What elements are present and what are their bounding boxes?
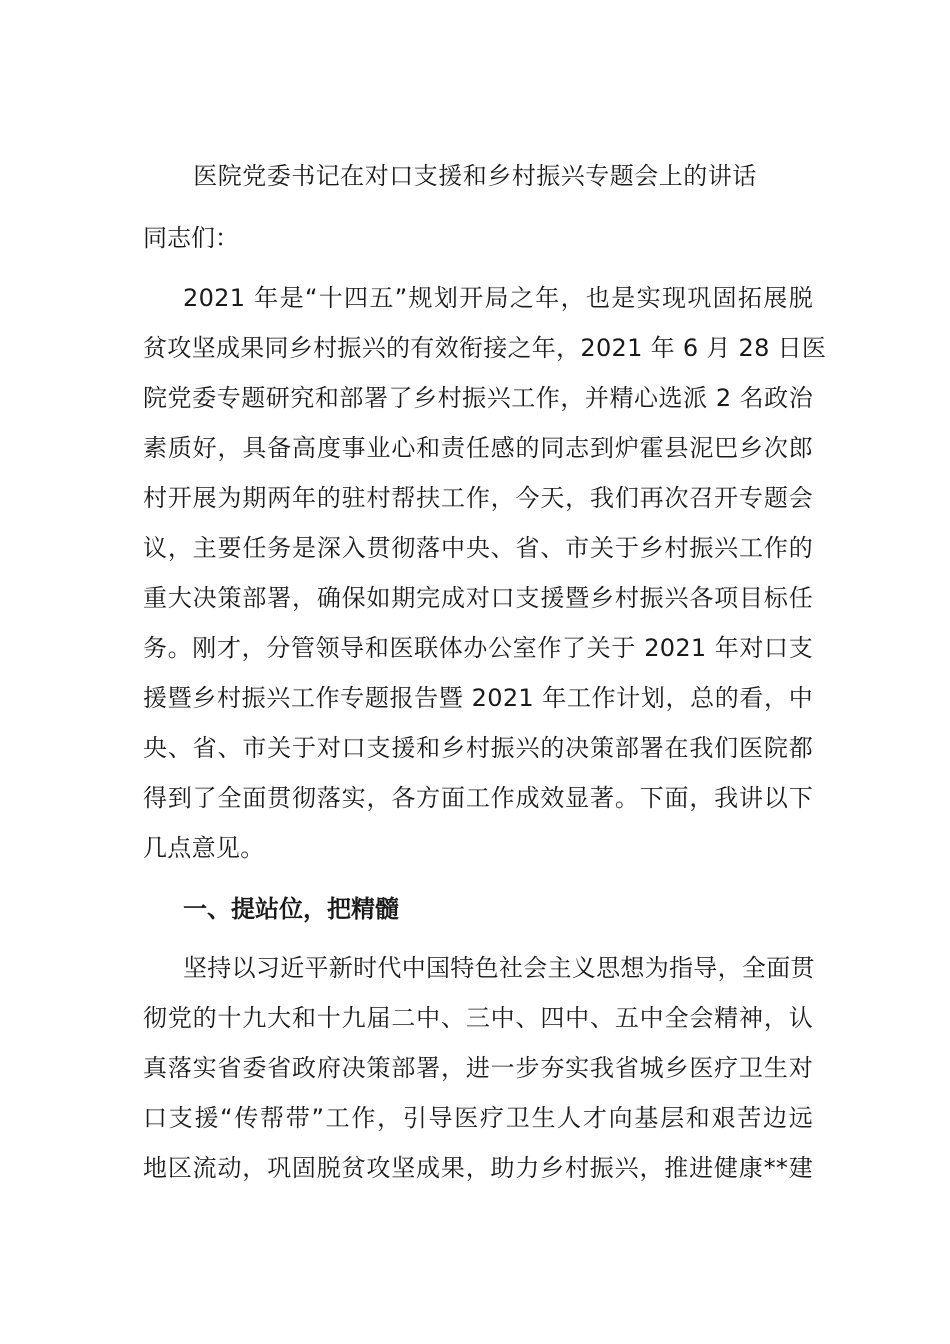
salutation: 同志们： <box>143 224 239 252</box>
paragraph-section1 <box>143 943 813 1193</box>
paragraph-line: 坚持以习近平新时代中国特色社会主义思想为指导，全面贯 <box>183 954 815 982</box>
paragraph-line: 议，主要任务是深入贯彻落中央、省、市关于乡村振兴工作的 <box>143 534 813 562</box>
paragraph-line: 口支援“传帮带”工作，引导医疗卫生人才向基层和艰苦边远 <box>143 1104 813 1132</box>
paragraph-line: 2021 年是“十四五”规划开局之年，也是实现巩固拓展脱 <box>183 284 813 312</box>
paragraph-line: 真落实省委省政府决策部署，进一步夯实我省城乡医疗卫生对 <box>143 1054 813 1082</box>
section-heading: 一、提站位，把精髓 <box>183 895 399 923</box>
paragraph-line: 几点意见。 <box>143 834 265 862</box>
paragraph-line: 素质好，具备高度事业心和责任感的同志到炉霍县泥巴乡次郎 <box>143 434 813 462</box>
paragraph-line: 务。刚才，分管领导和医联体办公室作了关于 2021 年对口支 <box>143 634 813 662</box>
paragraph-line: 地区流动，巩固脱贫攻坚成果，助力乡村振兴，推进健康**建 <box>143 1154 813 1182</box>
paragraph-line: 得到了全面贯彻落实，各方面工作成效显著。下面，我讲以下 <box>143 784 813 812</box>
document-title: 医院党委书记在对口支援和乡村振兴专题会上的讲话 <box>193 162 757 190</box>
paragraph-line: 彻党的十九大和十九届二中、三中、四中、五中全会精神，认 <box>143 1004 813 1032</box>
paragraph-line: 央、省、市关于对口支援和乡村振兴的决策部署在我们医院都 <box>143 734 813 762</box>
paragraph-line: 贫攻坚成果同乡村振兴的有效衔接之年，2021 年 6 月 28 日医 <box>143 334 827 362</box>
paragraph-line: 院党委专题研究和部署了乡村振兴工作，并精心选派 2 名政治 <box>143 384 813 412</box>
paragraph-line: 重大决策部署，确保如期完成对口支援暨乡村振兴各项目标任 <box>143 584 813 612</box>
paragraph-line: 援暨乡村振兴工作专题报告暨 2021 年工作计划，总的看，中 <box>143 684 813 712</box>
paragraph-line: 村开展为期两年的驻村帮扶工作，今天，我们再次召开专题会 <box>143 484 813 512</box>
paragraph-intro <box>143 273 827 873</box>
